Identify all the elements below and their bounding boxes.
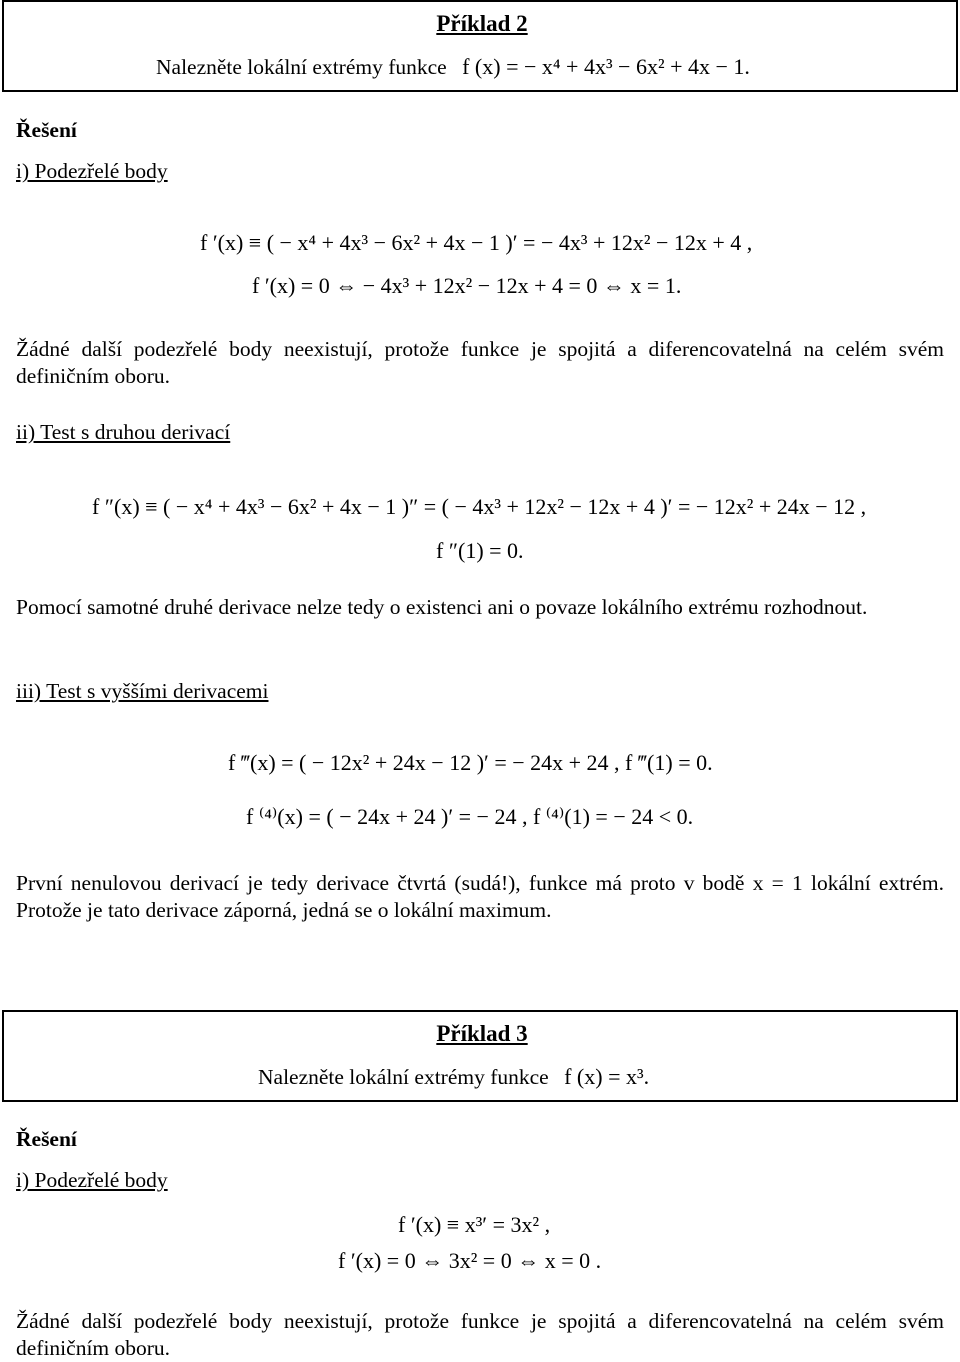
example2-eq-critical-point: f ′(x) = 0 ⇔ − 4x³ + 12x² − 12x + 4 = 0 ⇔ x = 1.: [252, 273, 682, 298]
example3-step1-heading: i) Podezřelé body: [16, 1168, 168, 1192]
example3-task: [258, 1066, 649, 1089]
example2-step1-heading: i) Podezřelé body: [16, 159, 168, 183]
example2-header-box: [2, 0, 958, 92]
example2-task-text: Nalezněte lokální extrémy funkce: [156, 55, 447, 79]
example3-eq-critical-point: f ′(x) = 0 ⇔ 3x² = 0 ⇔ x = 0 .: [338, 1248, 602, 1273]
example2-title: Příklad 2: [436, 11, 528, 36]
example3-task-text: Nalezněte lokální extrémy funkce: [258, 1065, 549, 1089]
example2-eq-third-derivative: f ‴(x) = ( − 12x² + 24x − 12 )′ = − 24x + 24 , f ‴(1) = 0.: [228, 750, 713, 775]
example2-paragraph-3: První nenulovou derivací je tedy derivace čtvrtá (sudá!), funkce má proto v bodě x = 1 lokální extrém. Protože je tato derivace záporná, jedná se o lokální maximum.: [16, 871, 944, 922]
example2-task-formula: f (x) = − x⁴ + 4x³ − 6x² + 4x − 1.: [462, 54, 750, 79]
example2-paragraph-1: Žádné další podezřelé body neexistují, protože funkce je spojitá a diferencovatelná na celém svém definičním oboru.: [16, 337, 944, 388]
example2-task: [156, 56, 750, 79]
example2-eq-second-derivative: f ″(x) ≡ ( − x⁴ + 4x³ − 6x² + 4x − 1 )″ = ( − 4x³ + 12x² − 12x + 4 )′ = − 12x² + 24x − 12 ,: [92, 494, 867, 519]
example2-eq-second-derivative-at-1: f ″(1) = 0.: [436, 538, 524, 563]
example3-task-formula: f (x) = x³.: [564, 1064, 650, 1089]
example3-title: Příklad 3: [436, 1021, 528, 1046]
example2-paragraph-2: Pomocí samotné druhé derivace nelze tedy o existenci ani o povaze lokálního extrému rozhodnout.: [16, 595, 868, 619]
example2-step2-heading: ii) Test s druhou derivací: [16, 420, 231, 444]
example3-paragraph-1: Žádné další podezřelé body neexistují, protože funkce je spojitá a diferencovatelná na celém svém definičním oboru.: [16, 1309, 944, 1360]
example3-header-box: [2, 1010, 958, 1102]
example3-solution-label: Řešení: [16, 1127, 77, 1151]
example2-eq-first-derivative: f ′(x) ≡ ( − x⁴ + 4x³ − 6x² + 4x − 1 )′ = − 4x³ + 12x² − 12x + 4 ,: [200, 230, 753, 255]
example3-eq-first-derivative: f ′(x) ≡ x³′ = 3x² ,: [398, 1212, 551, 1237]
example2-eq-fourth-derivative: f ⁽⁴⁾(x) = ( − 24x + 24 )′ = − 24 , f ⁽⁴⁾(1) = − 24 < 0.: [246, 804, 694, 829]
example2-solution-label: Řešení: [16, 118, 77, 142]
example2-step3-heading: iii) Test s vyššími derivacemi: [16, 679, 269, 703]
